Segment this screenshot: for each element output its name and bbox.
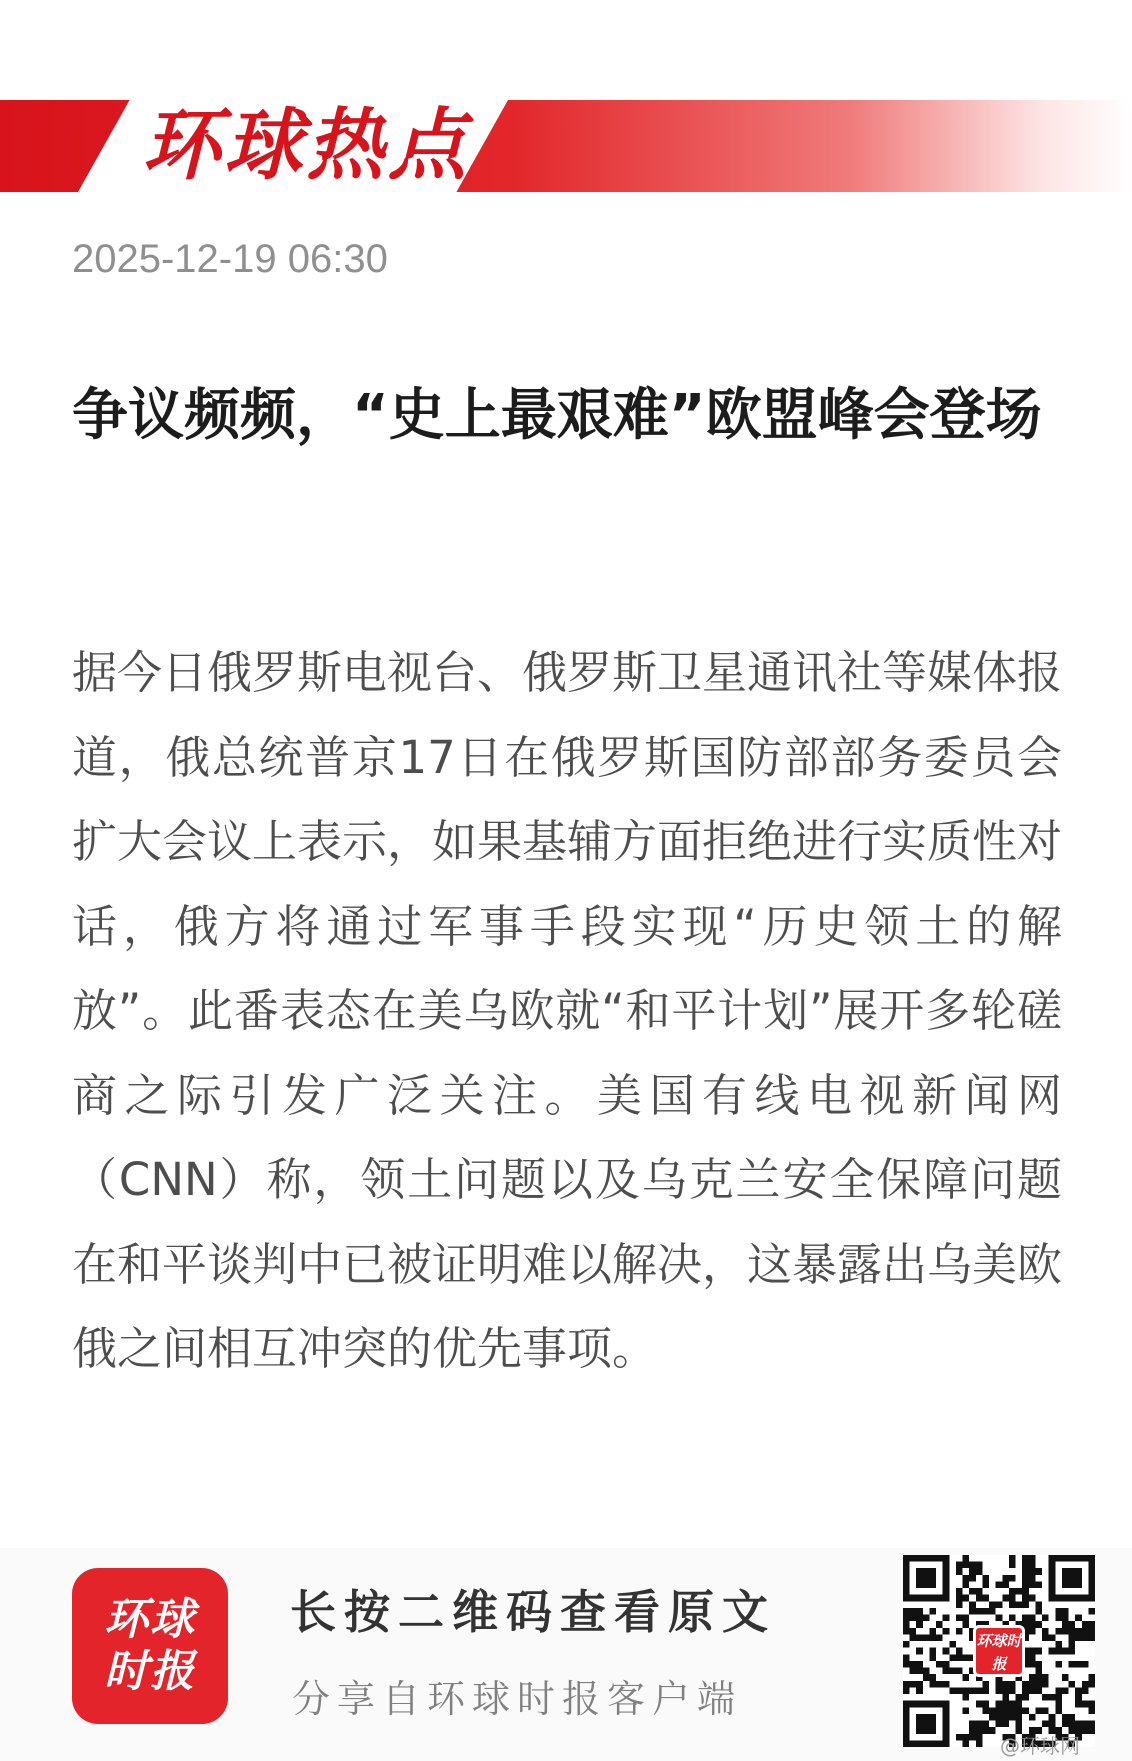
article-body: 据今日俄罗斯电视台、俄罗斯卫星通讯社等媒体报道，俄总统普京17日在俄罗斯国防部部务委员会扩大会议上表示，如果基辅方面拒绝进行实质性对话，俄方将通过军事手段实现“历史领土的解放”。此番表态在美乌欧就“和平计划”展开多轮磋商之际引发广泛关注。美国有线电视新闻网（CNN）称，领土问题以及乌克兰安全保障问题在和平谈判中已被证明难以解决，这暴露出乌美欧俄之间相互冲突的优先事项。 xyxy=(72,646,1063,1375)
qr-instruction: 长按二维码查看原文 xyxy=(290,1585,776,1639)
logo-line-2: 时报 xyxy=(104,1646,196,1697)
watermark: @环球网 xyxy=(1000,1734,1080,1758)
publish-timestamp: 2025-12-19 06:30 xyxy=(72,237,388,281)
banner-title: 环球热点 xyxy=(141,101,470,191)
article-headline: 争议频频，“史上最艰难”欧盟峰会登场 xyxy=(72,383,1042,448)
app-logo xyxy=(72,1568,228,1724)
qr-center-badge: 环球时报 xyxy=(973,1625,1025,1677)
qr-finder-bottom-left xyxy=(903,1701,949,1747)
qr-finder-top-right xyxy=(1049,1555,1095,1601)
header-banner xyxy=(0,100,1132,192)
qr-finder-top-left xyxy=(903,1555,949,1601)
logo-line-1: 环球 xyxy=(104,1594,196,1645)
share-source: 分享自环球时报客户端 xyxy=(292,1677,743,1721)
